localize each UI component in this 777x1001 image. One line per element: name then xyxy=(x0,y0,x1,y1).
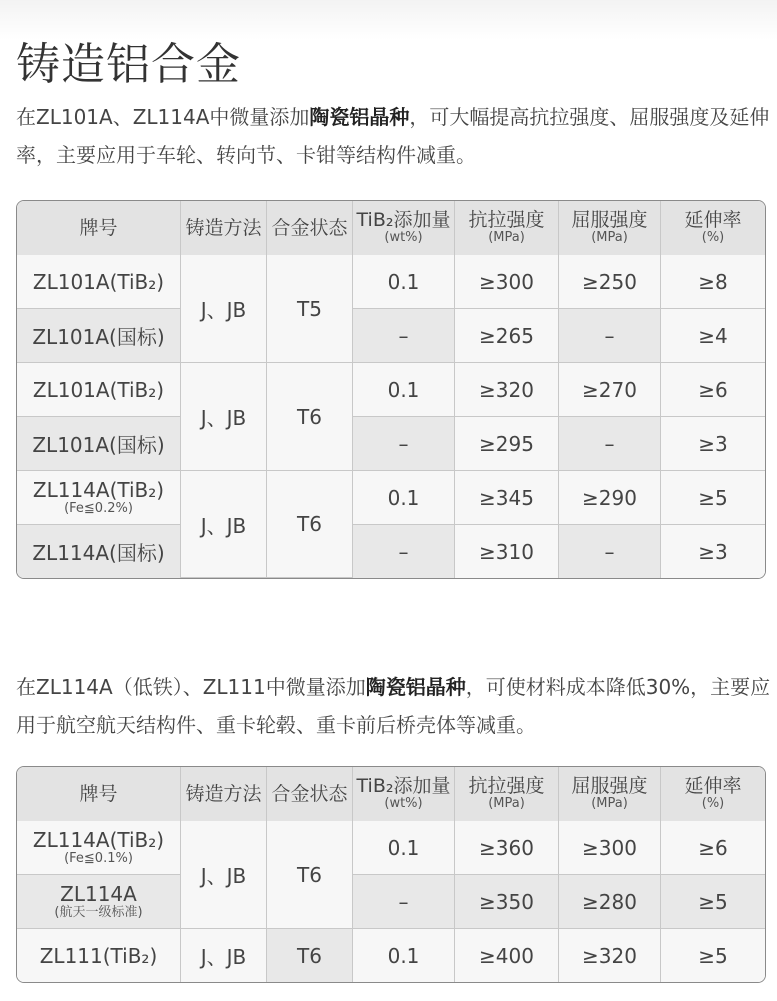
cell-tib2: 0.1 xyxy=(353,255,455,309)
cell-elong: ≥6 xyxy=(661,363,765,417)
cell-grade: ZL101A(国标) xyxy=(17,309,181,363)
cell-grade xyxy=(17,821,181,875)
header-method: 铸造方法 xyxy=(181,201,267,255)
cell-state: T6 xyxy=(267,821,353,929)
header-state: 合金状态 xyxy=(267,201,353,255)
cell-yield: – xyxy=(559,525,661,578)
cell-tib2: – xyxy=(353,309,455,363)
cell-tib2: 0.1 xyxy=(353,821,455,875)
cell-tensile: ≥300 xyxy=(455,255,559,309)
header-yield-unit: (MPa) xyxy=(591,796,628,811)
table-row xyxy=(17,255,765,309)
cell-tensile: ≥310 xyxy=(455,525,559,578)
cell-grade xyxy=(17,471,181,525)
header-elong-label: 延伸率 xyxy=(684,775,742,797)
cell-yield: ≥320 xyxy=(559,929,661,982)
intro1-highlight: 陶瓷铝晶种 xyxy=(309,105,410,129)
table-row xyxy=(17,929,765,982)
header-tib2 xyxy=(353,767,455,821)
header-yield-label: 屈服强度 xyxy=(571,775,648,797)
table-row xyxy=(17,363,765,417)
header-yield xyxy=(559,767,661,821)
cell-tensile: ≥400 xyxy=(455,929,559,982)
cell-elong: ≥4 xyxy=(661,309,765,363)
header-tensile xyxy=(455,201,559,255)
cell-tensile: ≥295 xyxy=(455,417,559,471)
page-title: 铸造铝合金 xyxy=(16,39,241,90)
header-tib2-label: TiB₂添加量 xyxy=(356,209,451,231)
table-header-row xyxy=(17,201,765,255)
header-elong-label: 延伸率 xyxy=(684,209,742,231)
spec-table-1 xyxy=(16,200,766,579)
cell-elong: ≥5 xyxy=(661,875,765,929)
cell-yield: – xyxy=(559,309,661,363)
cell-elong: ≥8 xyxy=(661,255,765,309)
table-row xyxy=(17,875,765,929)
header-state: 合金状态 xyxy=(267,767,353,821)
cell-method: J、JB xyxy=(181,821,267,929)
cell-yield: ≥290 xyxy=(559,471,661,525)
cell-grade xyxy=(17,875,181,929)
cell-grade: ZL111(TiB₂) xyxy=(17,929,181,982)
cell-yield: ≥250 xyxy=(559,255,661,309)
header-elong xyxy=(661,767,765,821)
table-header-row xyxy=(17,767,765,821)
table-row xyxy=(17,417,765,471)
table-row xyxy=(17,821,765,875)
cell-yield: ≥300 xyxy=(559,821,661,875)
cell-method: J、JB xyxy=(181,363,267,471)
cell-tib2: 0.1 xyxy=(353,929,455,982)
header-tib2 xyxy=(353,201,455,255)
header-elong xyxy=(661,201,765,255)
table-row xyxy=(17,309,765,363)
cell-tensile: ≥350 xyxy=(455,875,559,929)
cell-method: J、JB xyxy=(181,929,267,982)
intro-paragraph-2 xyxy=(16,668,771,744)
intro2-highlight: 陶瓷铝晶种 xyxy=(365,675,466,699)
cell-method: J、JB xyxy=(181,255,267,363)
cell-elong: ≥5 xyxy=(661,929,765,982)
cell-yield: ≥280 xyxy=(559,875,661,929)
cell-grade: ZL101A(TiB₂) xyxy=(17,363,181,417)
cell-elong: ≥5 xyxy=(661,471,765,525)
header-tensile xyxy=(455,767,559,821)
cell-grade: ZL114A(国标) xyxy=(17,525,181,578)
cell-tib2: 0.1 xyxy=(353,363,455,417)
header-elong-unit: (%) xyxy=(701,230,725,245)
cell-grade-text: ZL114A xyxy=(60,882,137,906)
table-row xyxy=(17,471,765,525)
cell-grade-text: ZL114A(TiB₂) xyxy=(32,828,165,852)
cell-elong: ≥3 xyxy=(661,525,765,578)
header-yield-unit: (MPa) xyxy=(591,230,628,245)
header-grade: 牌号 xyxy=(17,767,181,821)
cell-grade: ZL101A(TiB₂) xyxy=(17,255,181,309)
intro-paragraph-1 xyxy=(16,98,771,174)
header-elong-unit: (%) xyxy=(701,796,725,811)
cell-state: T6 xyxy=(267,363,353,471)
cell-method: J、JB xyxy=(181,471,267,578)
intro2-text-before: 在ZL114A（低铁）、ZL111中微量添加 xyxy=(16,675,366,699)
cell-grade-note: (Fe≦0.2%) xyxy=(64,501,133,516)
header-tensile-label: 抗拉强度 xyxy=(468,775,545,797)
header-tensile-label: 抗拉强度 xyxy=(468,209,545,231)
cell-tib2: 0.1 xyxy=(353,471,455,525)
intro1-text-before: 在ZL101A、ZL114A中微量添加 xyxy=(16,105,310,129)
header-tensile-unit: (MPa) xyxy=(488,796,525,811)
header-method: 铸造方法 xyxy=(181,767,267,821)
header-tib2-unit: (wt%) xyxy=(384,230,423,245)
table-row xyxy=(17,525,765,578)
header-tensile-unit: (MPa) xyxy=(488,230,525,245)
spec-table-2 xyxy=(16,766,766,983)
cell-yield: ≥270 xyxy=(559,363,661,417)
cell-tensile: ≥345 xyxy=(455,471,559,525)
cell-tensile: ≥360 xyxy=(455,821,559,875)
cell-tib2: – xyxy=(353,417,455,471)
cell-elong: ≥6 xyxy=(661,821,765,875)
intro2-text-after: ，可使材料成本降低30%，主要应用于航空航天结构件、重卡轮毂、重卡前后桥壳体等减重。 xyxy=(16,675,771,737)
cell-grade: ZL101A(国标) xyxy=(17,417,181,471)
header-yield-label: 屈服强度 xyxy=(571,209,648,231)
cell-elong: ≥3 xyxy=(661,417,765,471)
header-yield xyxy=(559,201,661,255)
cell-tensile: ≥320 xyxy=(455,363,559,417)
cell-tib2: – xyxy=(353,525,455,578)
header-grade: 牌号 xyxy=(17,201,181,255)
cell-state: T6 xyxy=(267,929,353,982)
header-tib2-label: TiB₂添加量 xyxy=(356,775,451,797)
cell-state: T6 xyxy=(267,471,353,578)
cell-grade-note: (航天一级标准) xyxy=(54,905,143,920)
cell-yield: – xyxy=(559,417,661,471)
cell-tensile: ≥265 xyxy=(455,309,559,363)
intro1-text-after: ，可大幅提高抗拉强度、屈服强度及延伸率，主要应用于车轮、转向节、卡钳等结构件减重。 xyxy=(16,105,770,167)
cell-state: T5 xyxy=(267,255,353,363)
cell-grade-text: ZL114A(TiB₂) xyxy=(32,478,165,502)
cell-grade-note: (Fe≦0.1%) xyxy=(64,851,133,866)
cell-tib2: – xyxy=(353,875,455,929)
header-tib2-unit: (wt%) xyxy=(384,796,423,811)
